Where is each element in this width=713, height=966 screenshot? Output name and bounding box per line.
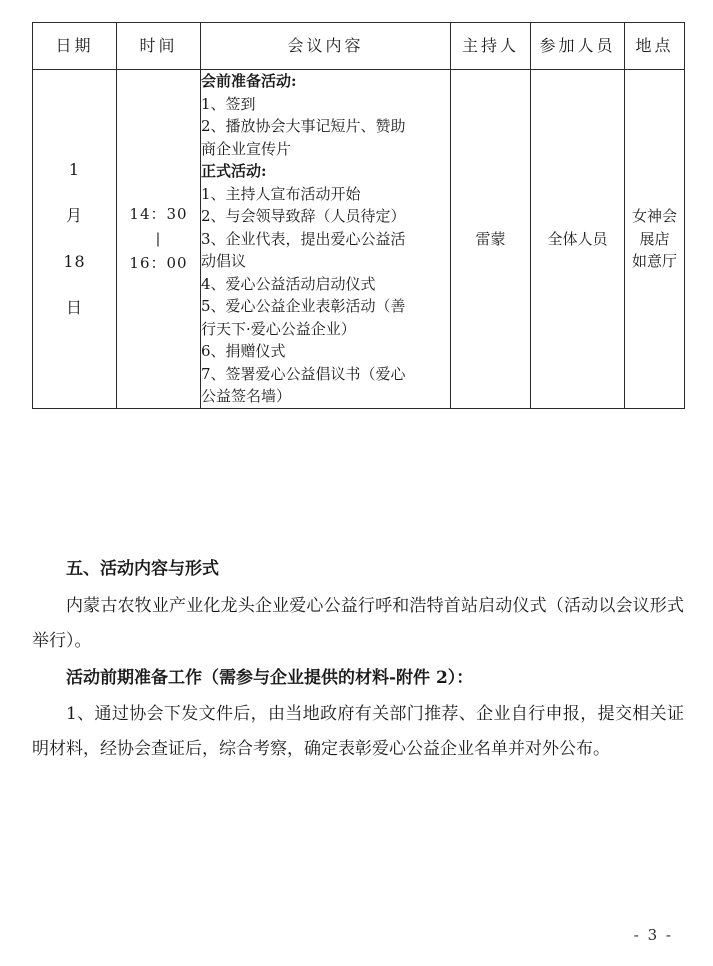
date-day-char: 日: [65, 297, 83, 317]
table-header-time: 时间: [117, 23, 201, 70]
cell-host: 雷蒙: [451, 70, 531, 409]
time-end: 16：00: [129, 253, 188, 272]
meeting-content-lines: [201, 70, 450, 408]
cell-location: [625, 70, 685, 409]
meeting-content-line: 1、主持人宣布活动开始: [201, 184, 361, 203]
table-header-participants: 参加人员: [531, 23, 625, 70]
meeting-content-line: 正式活动:: [201, 162, 267, 180]
meeting-schedule-table: [32, 22, 685, 409]
meeting-content-line: 6、捐赠仪式: [201, 342, 286, 360]
cell-time: [117, 70, 201, 409]
meeting-content-line: 行天下·爱心公益企业）: [201, 319, 356, 338]
paragraph-preparation-details: 1、通过协会下发文件后，由当地政府有关部门推荐、企业自行申报，提交相关证明材料，经协会查证后，综合考察，确定表彰爱心公益企业名单并对外公布。: [32, 704, 684, 760]
table-header-date: 日期: [33, 23, 117, 70]
table-row: [33, 70, 685, 409]
paragraph-preparation-heading: 活动前期准备工作（需参与企业提供的材料-附件 2）：: [66, 667, 474, 688]
date-stack: [33, 158, 116, 320]
section-heading: 五、活动内容与形式: [66, 559, 219, 579]
location-line-2: 展店: [639, 229, 670, 248]
meeting-content-line: 5、爱心公益企业表彰活动（善: [201, 297, 406, 315]
page-number: - 3 -: [633, 926, 673, 944]
location-line-3: 如意厅: [631, 252, 677, 270]
date-day-number: 18: [63, 251, 86, 271]
meeting-content-line: 4、爱心公益活动启动仪式: [201, 274, 376, 293]
time-range-dash: |: [155, 230, 162, 247]
meeting-content-line: 2、播放协会大事记短片、赞助: [201, 117, 406, 135]
date-month-char: 月: [65, 205, 83, 225]
meeting-content-line: 会前准备活动:: [201, 72, 297, 90]
meeting-content-line: 动倡议: [201, 252, 247, 270]
cell-date: [33, 70, 117, 409]
cell-participants: 全体人员: [531, 70, 625, 409]
table-header-host: 主持人: [451, 23, 531, 70]
time-start: 14：30: [129, 205, 188, 224]
table-header-location: 地点: [625, 23, 685, 70]
time-stack: [117, 203, 200, 274]
meeting-content-line: 3、企业代表，提出爱心公益活: [201, 229, 406, 248]
meeting-content-line: 1、签到: [201, 94, 256, 113]
table-header-row: [33, 23, 685, 70]
meeting-content-line: 商企业宣传片: [201, 139, 292, 158]
cell-meeting-content: [201, 70, 451, 409]
meeting-content-line: 2、与会领导致辞（人员待定）: [201, 207, 406, 225]
document-body: [32, 552, 684, 769]
date-month-number: 1: [68, 159, 81, 179]
table-header-content: 会议内容: [201, 23, 451, 70]
meeting-content-line: 公益签名墙）: [201, 387, 292, 405]
location-line-1: 女神会: [631, 207, 677, 225]
paragraph-activity-description: 内蒙古农牧业产业化龙头企业爱心公益行呼和浩特首站启动仪式（活动以会议形式举行）。: [32, 595, 684, 651]
meeting-content-line: 7、签署爱心公益倡议书（爱心: [201, 364, 406, 383]
